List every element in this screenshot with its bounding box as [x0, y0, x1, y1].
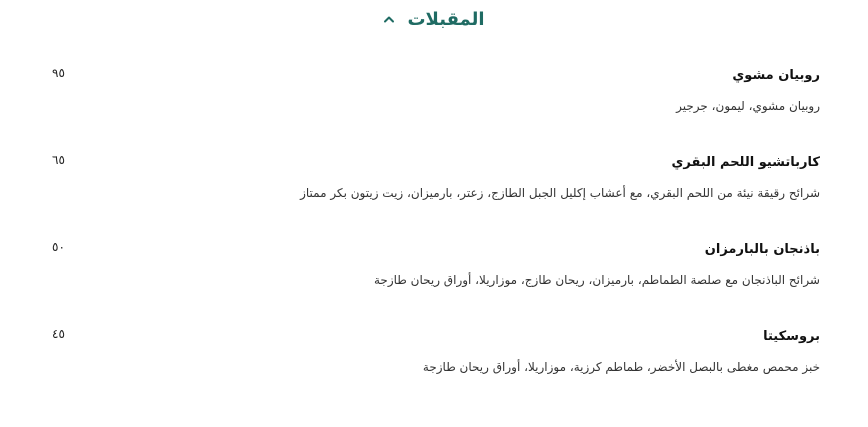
item-name: بروسكيتا — [763, 329, 820, 344]
item-price: ٩٥ — [52, 66, 65, 80]
menu-item[interactable] — [52, 58, 820, 145]
item-description: روبيان مشوي، ليمون، جرجير — [676, 99, 820, 113]
item-name: باذنجان بالبارمزان — [704, 242, 820, 257]
item-price: ٥٠ — [52, 240, 65, 254]
menu-item[interactable] — [52, 319, 820, 406]
section-title: المقبلات — [407, 8, 485, 30]
menu-item[interactable] — [52, 232, 820, 319]
item-name: روبيان مشوي — [732, 68, 820, 83]
menu-item[interactable] — [52, 145, 820, 232]
item-description: خبز محمص مغطى بالبصل الأخضر، طماطم كرزية، موزاريلا، أوراق ريحان طازجة — [422, 360, 820, 374]
menu-list — [52, 58, 820, 406]
item-description: شرائح رقيقة نيئة من اللحم البقري، مع أعشاب إكليل الجبل الطازج، زعتر، بارميزان، زيت زيتون بكر ممتاز — [300, 186, 820, 200]
item-price: ٦٥ — [52, 153, 65, 167]
chevron-up-icon[interactable] — [383, 13, 395, 25]
item-description: شرائح الباذنجان مع صلصة الطماطم، بارميزان، ريحان طازج، موزاريلا، أوراق ريحان طازجة — [373, 273, 820, 287]
item-name: كارباتشيو اللحم البقري — [671, 155, 820, 170]
item-price: ٤٥ — [52, 327, 65, 341]
section-header-appetizers[interactable] — [0, 6, 868, 32]
